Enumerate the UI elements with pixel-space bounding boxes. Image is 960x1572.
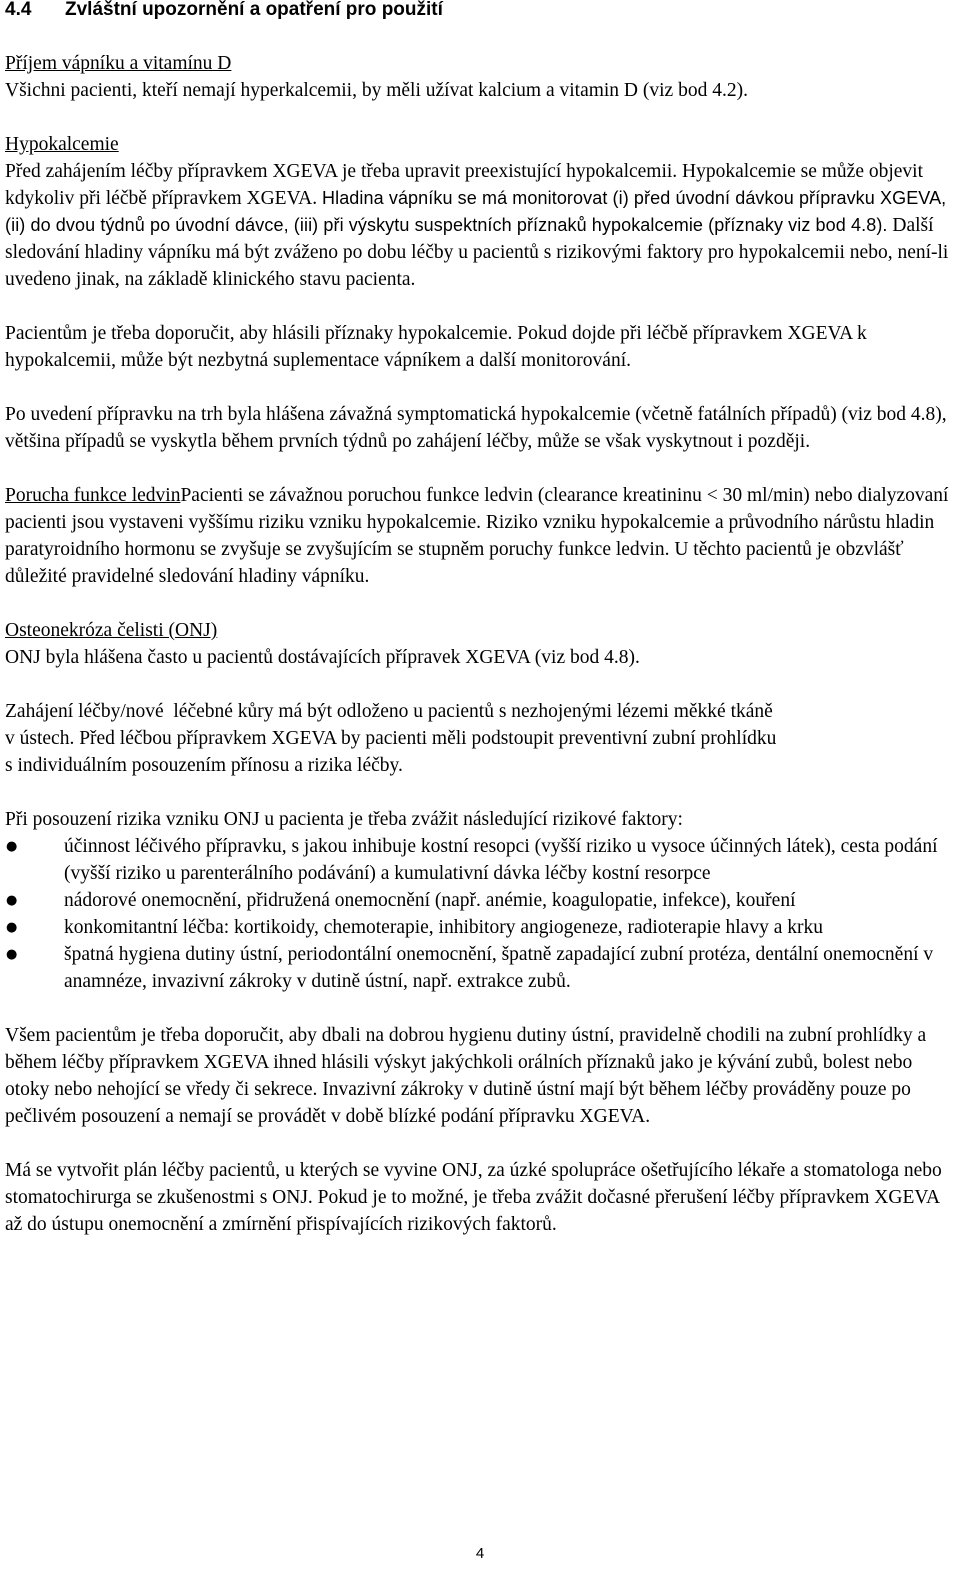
hypocalcemia-paragraph-1 <box>5 158 957 293</box>
onj-heading: Osteonekróza čelisti (ONJ) <box>5 620 218 641</box>
risk-factor-text: špatná hygiena dutiny ústní, periodontální onemocnění, špatně zapadající zubní protéza, dentální onemocnění v anamnéze, invazivní zákroky v dutině ústní, např. extrakce zubů. <box>64 944 934 992</box>
bullet-icon: ● <box>6 947 18 962</box>
risk-factor-text: nádorové onemocnění, přidružená onemocnění (např. anémie, koagulopatie, infekce), kouření <box>64 890 796 911</box>
risk-factor-list <box>5 833 957 995</box>
onj-paragraph-2 <box>5 698 957 779</box>
bullet-icon: ● <box>6 920 18 935</box>
hypocalcemia-p1-monitoring: Hladina vápníku se má monitorovat (i) před úvodní dávkou přípravku XGEVA, (ii) do dvou týdnů po úvodní dávce, (iii) při výskytu suspektních příznaků hypokalcemie (příznaky viz bod 4.8). <box>5 188 947 235</box>
onj-p2-line-3: s individuálním posouzením přínosu a rizika léčby. <box>5 755 403 776</box>
onj-paragraph-1: ONJ byla hlášena často u pacientů dostávajících přípravek XGEVA (viz bod 4.8). <box>5 647 640 668</box>
list-item <box>5 887 957 914</box>
renal-text: Pacienti se závažnou poruchou funkce ledvin (clearance kreatininu < 30 ml/min) nebo dialyzovaní pacienti jsou vystaveni vyššímu riziku vzniku hypokalcemie. Riziko vzniku hypokalcemie a průvodního nárůstu hladin paratyroidního hormonu se zvyšuje se zvyšujícím se stupněm poruchy funkce ledvin. U těchto pacientů je obzvlášť důležité pravidelné sledování hladiny vápníku. <box>5 485 949 587</box>
document-page <box>5 0 957 1238</box>
onj-paragraph-4: Všem pacientům je třeba doporučit, aby dbali na dobrou hygienu dutiny ústní, pravidelně chodili na zubní prohlídky a během léčby přípravkem XGEVA ihned hlásili výskyt jakýchkoli orálních příznaků jako je kývání zubů, bolest nebo otoky nebo nehojící se vředy či sekrece. Invazivní zákroky v dutině ústní mají být během léčby prováděny pouze po pečlivém posouzení a nemají se provádět v době blízké podání přípravku XGEVA. <box>5 1025 927 1127</box>
calcium-intake-block <box>5 50 957 104</box>
hypocalcemia-p1-serif: Před zahájením léčby přípravkem XGEVA je třeba upravit preexistující hypokalcemii. Hypokalcemie se může objevit kdykoliv při léčbě přípravkem XGEVA. <box>5 161 924 209</box>
onj-p2-line-1: Zahájení léčby/nové léčebné kůry má být odloženo u pacientů s nezhojenými lézemi měkké tkáně <box>5 701 773 722</box>
section-number: 4.4 <box>5 0 32 20</box>
hypocalcemia-block <box>5 131 957 293</box>
calcium-intake-heading: Příjem vápníku a vitamínu D <box>5 53 232 74</box>
hypocalcemia-paragraph-3: Po uvedení přípravku na trh byla hlášena závažná symptomatická hypokalcemie (včetně fatálních případů) (viz bod 4.8), většina případů se vyskytla během prvních týdnů po zahájení léčby, může se však vyskytnout i později. <box>5 404 947 452</box>
section-title: Zvláštní upozornění a opatření pro použití <box>65 0 443 20</box>
calcium-intake-text: Všichni pacienti, kteří nemají hyperkalcemii, by měli užívat kalcium a vitamin D (viz bod 4.2). <box>5 80 748 101</box>
risk-factor-text: účinnost léčivého přípravku, s jakou inhibuje kostní resopci (vyšší riziko u vysoce účinných látek), cesta podání (vyšší riziko u parenterálního podávání) a kumulativní dávka léčby kostní resorpce <box>64 836 938 884</box>
risk-factor-text: konkomitantní léčba: kortikoidy, chemoterapie, inhibitory angiogeneze, radioterapie hlavy a krku <box>64 917 823 938</box>
hypocalcemia-paragraph-2: Pacientům je třeba doporučit, aby hlásili příznaky hypokalcemie. Pokud dojde při léčbě přípravkem XGEVA k hypokalcemii, může být nezbytná suplementace vápníkem a další monitorování. <box>5 323 867 371</box>
hypocalcemia-p1-followup: Další sledování hladiny vápníku má být zváženo po dobu léčby u pacientů s rizikovými faktory pro hypokalcemii nebo, není-li uvedeno jinak, na základě klinického stavu pacienta. <box>5 215 949 290</box>
hypocalcemia-heading: Hypokalcemie <box>5 134 119 155</box>
renal-heading: Porucha funkce ledvin <box>5 485 181 506</box>
renal-block <box>5 482 957 590</box>
onj-block <box>5 617 957 671</box>
section-heading <box>5 0 957 23</box>
list-item <box>5 833 957 887</box>
page-number: 4 <box>475 1545 485 1562</box>
bullet-icon: ● <box>6 893 18 908</box>
onj-paragraph-3: Při posouzení rizika vzniku ONJ u pacienta je třeba zvážit následující rizikové faktory: <box>5 809 683 830</box>
list-item <box>5 941 957 995</box>
bullet-icon: ● <box>6 839 18 854</box>
list-item <box>5 914 957 941</box>
risk-factors-block <box>5 806 957 995</box>
onj-p2-line-2: v ústech. Před léčbou přípravkem XGEVA by pacienti měli podstoupit preventivní zubní prohlídku <box>5 728 777 749</box>
onj-paragraph-5: Má se vytvořit plán léčby pacientů, u kterých se vyvine ONJ, za úzké spolupráce ošetřujícího lékaře a stomatologa nebo stomatochirurga se zkušenostmi s ONJ. Pokud je to možné, je třeba zvážit dočasné přerušení léčby přípravkem XGEVA až do ústupu onemocnění a zmírnění přispívajících rizikových faktorů. <box>5 1160 942 1235</box>
